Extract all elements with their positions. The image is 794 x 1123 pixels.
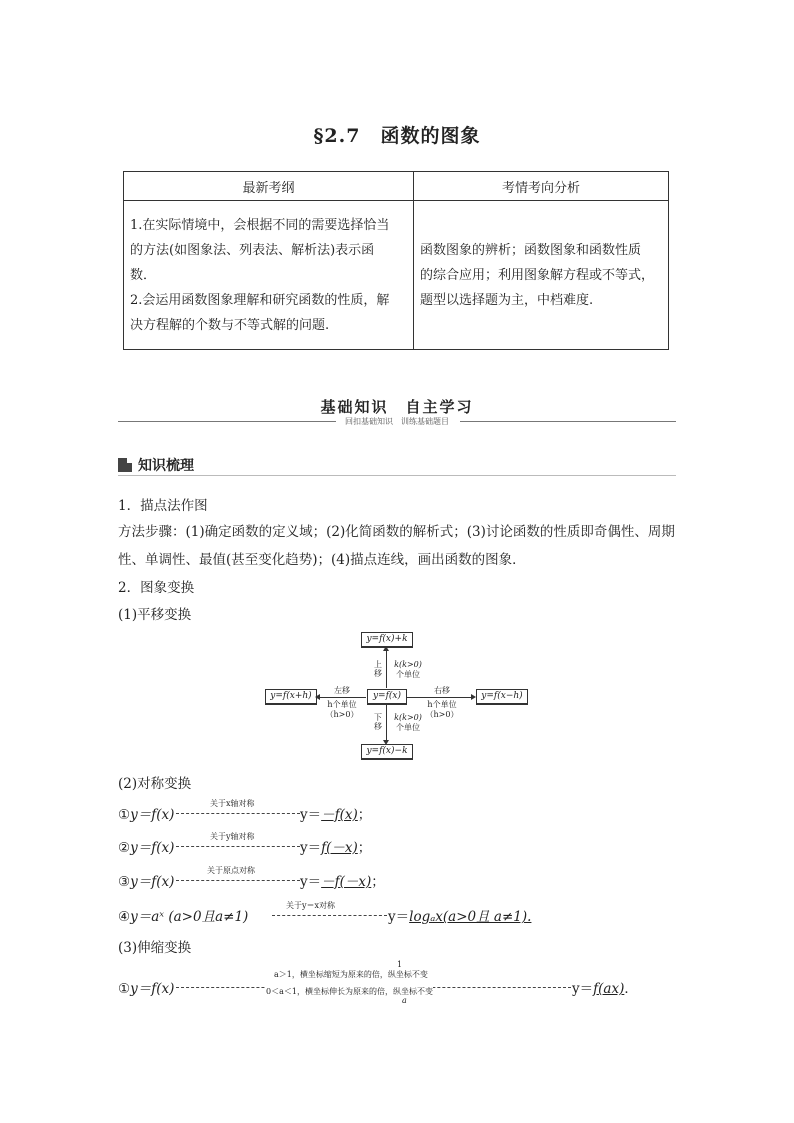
header-left: 最新考纲 xyxy=(124,172,414,201)
row-end: ． xyxy=(624,981,638,997)
row-lhs: y＝f(x) xyxy=(130,840,175,856)
symmetry-row-4-result xyxy=(388,905,531,925)
box-top: y=f(x)+k xyxy=(361,632,413,648)
stretch-under-label xyxy=(266,986,433,997)
row-end: ； xyxy=(371,874,385,890)
row-rhs: y＝ xyxy=(300,807,322,823)
symmetry-row-3 xyxy=(118,870,174,890)
row-answer: logₐx(a>0且 a≠1). xyxy=(409,909,532,925)
box-right: y=f(x−h) xyxy=(476,689,528,705)
arrow-down-icon xyxy=(383,740,389,745)
stretch-row xyxy=(118,977,174,997)
section-subheading: 回扣基础知识 训练基础题目 xyxy=(345,417,449,426)
arrow-left-line xyxy=(318,697,366,698)
row-end: ； xyxy=(357,840,372,856)
arrow-right-icon xyxy=(471,694,476,700)
p1-body-line1: 方法步骤：(1)确定函数的定义域；(2)化简函数的解析式；(3)讨论函数的性质即奇偶性、周期 xyxy=(118,524,675,540)
symmetry-row-1 xyxy=(118,803,174,823)
analysis-line: 的综合应用；利用图象解方程或不等式， xyxy=(420,267,655,283)
syllabus-line: 的方法(如图象法、列表法、解析法)表示函 xyxy=(130,242,375,258)
row-over-label: 关于y＝x对称 xyxy=(286,901,336,910)
header-right: 考情考向分析 xyxy=(414,172,669,201)
right-cond-2: （h>0） xyxy=(425,710,459,719)
page-title: §2.7 函数的图象 xyxy=(313,125,481,147)
down-label: 下移 xyxy=(374,713,382,731)
dashed-arrow xyxy=(176,846,300,847)
arrow-up-icon xyxy=(383,646,389,651)
symmetry-row-2 xyxy=(118,836,174,856)
p1-body-line2: 性、单调性、最值(甚至变化趋势)；(4)描点连线，画出函数的图象． xyxy=(118,552,526,568)
analysis-cell xyxy=(414,201,669,350)
symmetry-row-4 xyxy=(118,905,248,925)
p1-title: 1．描点法作图 xyxy=(118,498,208,514)
right-cond-1: h个单位 xyxy=(427,700,457,709)
p2-sub3: (3)伸缩变换 xyxy=(118,940,192,956)
tag-square-icon xyxy=(118,458,132,472)
left-label: 左移 xyxy=(334,686,350,695)
box-center: y=f(x) xyxy=(367,689,407,705)
knowledge-tag-label: 知识梳理 xyxy=(138,458,194,474)
arrow-up-line xyxy=(386,648,387,688)
row-lhs: y＝aˣ (a>0且a≠1) xyxy=(130,909,249,925)
p2-sub2: (2)对称变换 xyxy=(118,776,192,792)
arrow-right-line xyxy=(407,697,474,698)
arrow-down-line xyxy=(386,705,387,743)
tag-underline xyxy=(118,475,676,476)
row-end: ； xyxy=(357,807,372,823)
dashed-arrow xyxy=(176,813,300,814)
syllabus-line: 1.在实际情境中，会根据不同的需要选择恰当 xyxy=(130,217,390,233)
frac-den-bottom: a xyxy=(402,996,407,1005)
left-cond-2: （h>0） xyxy=(325,710,359,719)
symmetry-row-2-result xyxy=(300,836,371,856)
row-answer: －f(－x) xyxy=(321,874,372,890)
row-rhs: y＝ xyxy=(572,981,594,997)
down-cond-1: k(k>0) xyxy=(394,713,422,722)
dashed-arrow xyxy=(272,915,387,916)
syllabus-line: 决方程解的个数与不等式解的问题. xyxy=(130,317,330,333)
stretch-under-end: 倍，纵坐标不变 xyxy=(376,987,433,996)
row-num: ① xyxy=(118,981,131,997)
row-num: ② xyxy=(118,840,131,856)
symmetry-row-3-result xyxy=(300,870,385,890)
symmetry-row-1-result xyxy=(300,803,371,823)
row-answer: －f(x) xyxy=(321,807,358,823)
row-rhs: y＝ xyxy=(300,840,322,856)
row-over-label: 关于x轴对称 xyxy=(210,799,255,808)
row-rhs: y＝ xyxy=(388,909,410,925)
syllabus-line: 2.会运用函数图象理解和研究函数的性质，解 xyxy=(130,292,390,308)
knowledge-tag xyxy=(118,455,194,475)
down-cond-2: 个单位 xyxy=(396,723,420,732)
stretch-over-label xyxy=(274,969,428,980)
row-lhs: y＝f(x) xyxy=(130,807,175,823)
box-bottom: y=f(x)−k xyxy=(361,744,413,760)
row-num: ③ xyxy=(118,874,131,890)
up-cond-1: k(k>0) xyxy=(394,660,422,669)
left-cond-1: h个单位 xyxy=(327,700,357,709)
row-lhs: y＝f(x) xyxy=(130,981,175,997)
syllabus-cell xyxy=(124,201,414,350)
analysis-line: 函数图象的辨析；函数图象和函数性质 xyxy=(420,242,642,258)
analysis-line: 题型以选择题为主，中档难度. xyxy=(420,292,594,308)
up-cond-2: 个单位 xyxy=(396,670,420,679)
box-left: y=f(x+h) xyxy=(265,689,317,705)
row-answer: f(ax) xyxy=(593,981,625,997)
row-answer: f(－x) xyxy=(321,840,358,856)
stretch-result xyxy=(572,977,638,997)
up-label: 上移 xyxy=(374,660,382,678)
row-num: ④ xyxy=(118,909,131,925)
outline-table xyxy=(123,171,669,350)
row-over-label: 关于y轴对称 xyxy=(210,832,255,841)
row-lhs: y＝f(x) xyxy=(130,874,175,890)
dashed-arrow xyxy=(176,880,300,881)
stretch-under-text: 0＜a＜1，横坐标伸长为原来的 xyxy=(266,987,377,996)
row-num: ① xyxy=(118,807,131,823)
stretch-over-text: a＞1，横坐标缩短为原来的 xyxy=(274,970,372,979)
section-heading: 基础知识 自主学习 xyxy=(320,398,474,416)
p2-title: 2．图象变换 xyxy=(118,580,195,596)
row-rhs: y＝ xyxy=(300,874,322,890)
right-label: 右移 xyxy=(434,686,450,695)
frac-num-top: 1 xyxy=(397,960,403,969)
syllabus-line: 数． xyxy=(130,267,157,283)
stretch-over-end: 倍，纵坐标不变 xyxy=(371,970,428,979)
p2-sub1: (1)平移变换 xyxy=(118,607,192,623)
row-over-label: 关于原点对称 xyxy=(207,866,255,875)
